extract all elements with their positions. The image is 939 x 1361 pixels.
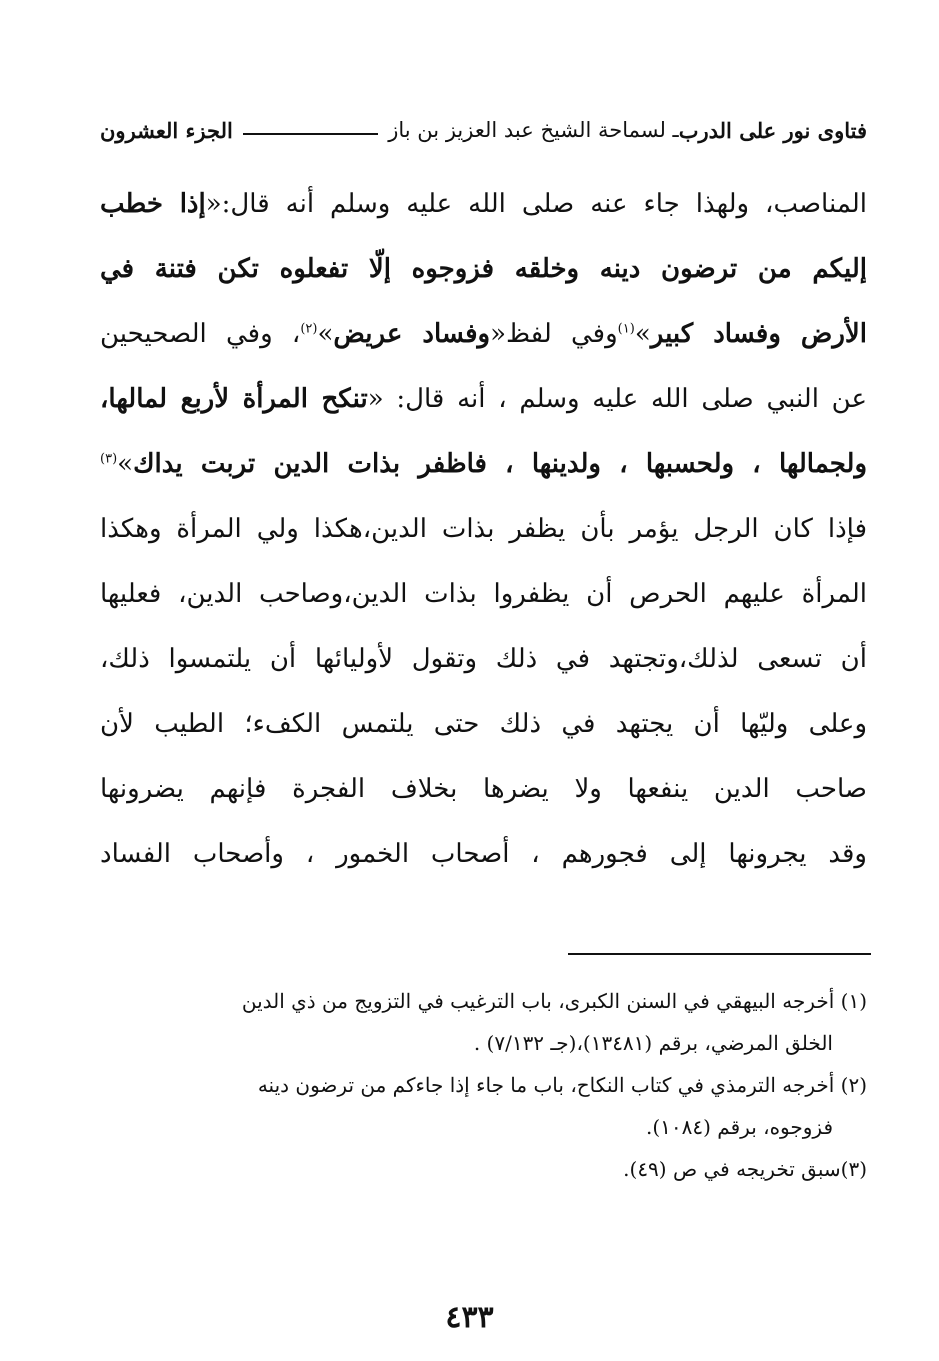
header-rule	[243, 133, 378, 135]
text-line: صاحب الدين ينفعها ولا يضرها بخلاف الفجرة فإنهم يضرونها	[100, 774, 867, 804]
text-line: فإذا كان الرجل يؤمر بأن يظفر بذات الدين،هكذا ولي المرأة وهكذا	[100, 514, 867, 544]
text-line	[100, 367, 867, 432]
book-title: فتاوى نور على الدرب	[678, 117, 867, 143]
footnote-2: (٢) أخرجه الترمذي في كتاب النكاح، باب ما جاء إذا جاءكم من ترضون دينه	[257, 1073, 867, 1097]
hadith-text: ولجمالها ، ولحسبها ، ولدينها ، فاظفر بذات الدين تربت يداك	[133, 449, 867, 479]
text-line: وعلى وليّها أن يجتهد في ذلك حتى يلتمس الكفء؛ الطيب لأن	[100, 709, 867, 739]
footnote-3: (٣)سبق تخريجه في ص (٤٩).	[623, 1157, 867, 1181]
footnote-2-continued: فزوجوه، برقم (١٠٨٤).	[645, 1115, 833, 1139]
text-line	[100, 172, 867, 237]
hadith-text: وفساد عريض	[333, 319, 491, 349]
author-name: ـ لسماحة الشيخ عبد العزيز بن باز	[388, 118, 679, 142]
text-line: المرأة عليهم الحرص أن يظفروا بذات الدين،وصاحب الدين، فعليها	[100, 579, 867, 609]
footnote-ref: (٢)	[300, 321, 318, 337]
footnote-separator	[568, 953, 871, 955]
main-text	[100, 172, 867, 887]
part-label: الجزء العشرون	[100, 117, 233, 143]
hadith-text: الأرض وفساد كبير	[650, 319, 867, 349]
page-number: ٤٣٣	[445, 1300, 494, 1335]
quote-mark: »	[317, 319, 334, 349]
footnote-1: (١) أخرجه البيهقي في السنن الكبرى، باب الترغيب في التزويج من ذي الدين	[241, 989, 867, 1013]
footnote-ref: (١)	[617, 321, 635, 337]
quote-mark: »	[634, 319, 651, 349]
hadith-line: إليكم من ترضون دينه وخلقه فزوجوه إلّا تفعلوه تكن فتنة في	[100, 254, 867, 284]
text-line	[100, 302, 867, 367]
footnote-1-continued: الخلق المرضي، برقم (١٣٤٨١)،(جـ ٧/١٣٢) .	[473, 1031, 833, 1055]
text-line	[100, 432, 867, 497]
text-span: عن النبي صلى الله عليه وسلم ، أنه قال: «	[367, 384, 867, 414]
hadith-text: تنكح المرأة لأربع لمالها،	[100, 384, 368, 414]
text-line: أن تسعى لذلك،وتجتهد في ذلك وتقول لأوليائها أن يلتمسوا ذلك،	[100, 644, 867, 674]
quote-mark: »	[117, 449, 134, 479]
text-line: وقد يجرونها إلى فجورهم ، أصحاب الخمور ، وأصحاب الفساد	[100, 839, 867, 869]
footnote-ref: (٣)	[100, 451, 118, 467]
running-header	[100, 112, 867, 148]
text-span: وفي لفظ«	[490, 319, 618, 349]
text-span: ، وفي الصحيحين	[100, 319, 301, 349]
text-span: المناصب، ولهذا جاء عنه صلى الله عليه وسلم أنه قال:«	[205, 189, 867, 219]
footnotes	[100, 980, 867, 1190]
hadith-text: إذا خطب	[100, 189, 206, 219]
